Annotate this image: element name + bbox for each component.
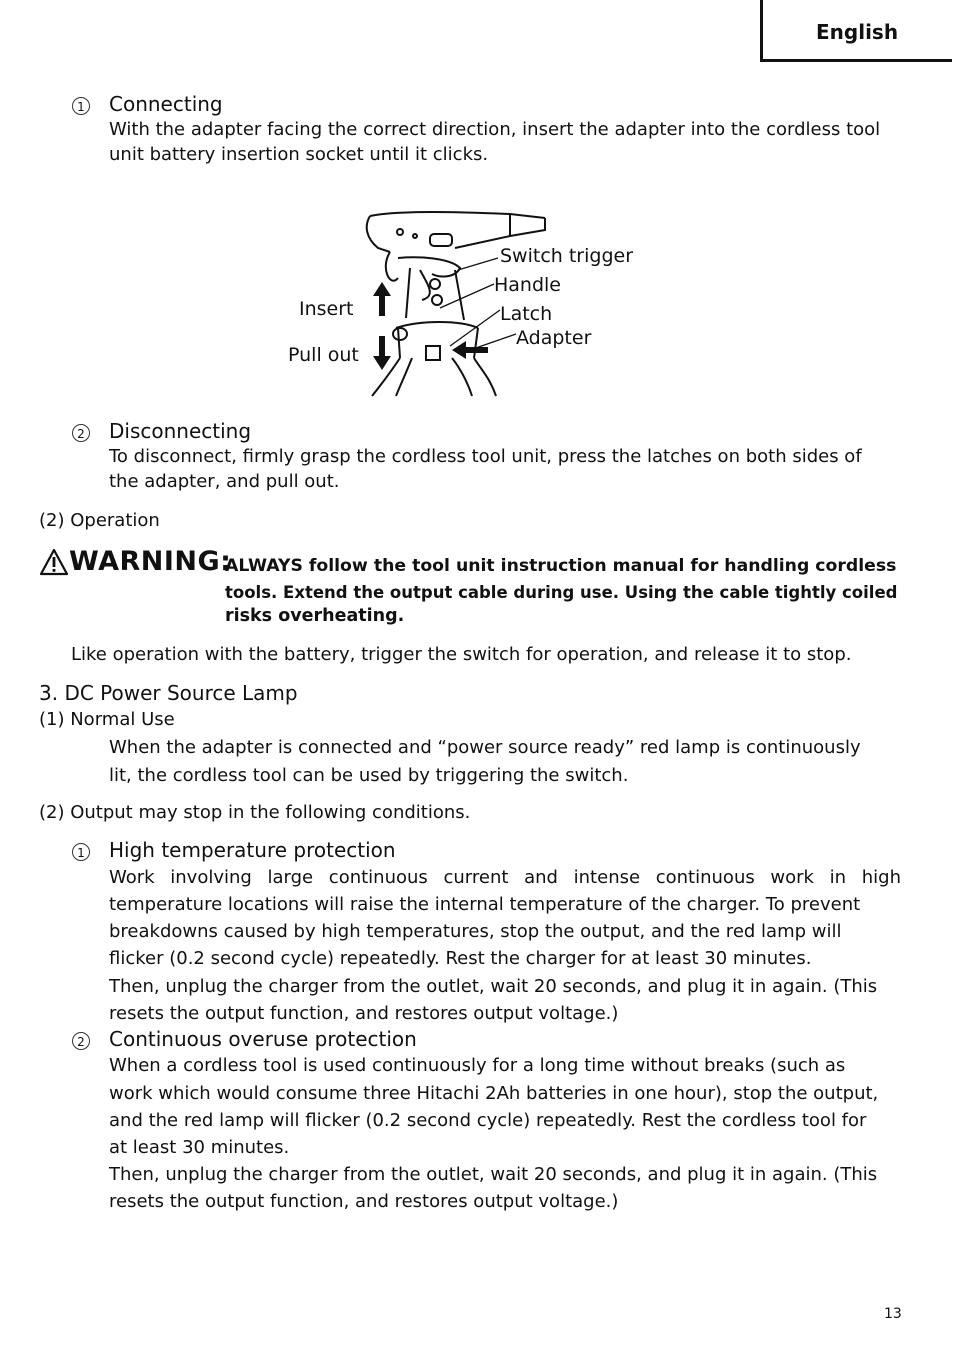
overuse-title: Continuous overuse protection: [109, 1027, 417, 1051]
disconnecting-text-2: the adapter, and pull out.: [109, 471, 340, 492]
operation-text: Like operation with the battery, trigger the switch for operation, and release it to stop.: [71, 644, 852, 665]
step-marker-1: 1: [72, 97, 90, 115]
operation-heading: (2) Operation: [39, 510, 160, 531]
connecting-text-2: unit battery insertion socket until it clicks.: [109, 144, 489, 165]
high-temp-text-3: breakdowns caused by high temperatures, stop the output, and the red lamp will: [109, 921, 842, 942]
overuse-text-1: When a cordless tool is used continuously for a long time without breaks (such as: [109, 1055, 846, 1076]
label-switch-trigger: Switch trigger: [500, 245, 634, 267]
dc-lamp-title: 3. DC Power Source Lamp: [39, 681, 298, 705]
label-handle: Handle: [494, 274, 562, 296]
label-adapter: Adapter: [516, 327, 592, 349]
high-temp-text-2: temperature locations will raise the internal temperature of the charger. To prevent: [109, 894, 861, 915]
step-marker-1b: 1: [72, 843, 90, 861]
normal-use-heading: (1) Normal Use: [39, 709, 175, 730]
high-temp-text-1: Work involving large continuous current and intense continuous work in high: [109, 867, 901, 888]
warning-text-3: risks overheating.: [225, 606, 405, 626]
warning-triangle-icon: [39, 548, 69, 576]
label-latch: Latch: [500, 303, 553, 325]
label-pull-out: Pull out: [288, 344, 359, 366]
normal-use-text-2: lit, the cordless tool can be used by triggering the switch.: [109, 765, 629, 786]
connecting-text-1: With the adapter facing the correct direction, insert the adapter into the cordless tool: [109, 119, 881, 140]
warning-text-1: ALWAYS follow the tool unit instruction manual for handling cordless: [225, 556, 897, 576]
high-temp-text-6: resets the output function, and restores output voltage.): [109, 1003, 619, 1024]
warning-label: WARNING:: [69, 546, 232, 577]
overuse-text-4: at least 30 minutes.: [109, 1137, 290, 1158]
insert-arrow-icon: [370, 280, 394, 318]
step-marker-2b: 2: [72, 1032, 90, 1050]
overuse-text-6: resets the output function, and restores output voltage.): [109, 1191, 619, 1212]
overuse-text-5: Then, unplug the charger from the outlet, wait 20 seconds, and plug it in again. (This: [109, 1164, 878, 1185]
page-number: 13: [884, 1306, 902, 1322]
normal-use-text-1: When the adapter is connected and “power source ready” red lamp is continuously: [109, 737, 861, 758]
stop-conditions-heading: (2) Output may stop in the following conditions.: [39, 802, 471, 823]
disconnecting-text-1: To disconnect, firmly grasp the cordless tool unit, press the latches on both sides of: [109, 446, 862, 467]
step-marker-2: 2: [72, 424, 90, 442]
label-insert: Insert: [299, 298, 354, 320]
overuse-text-3: and the red lamp will flicker (0.2 second cycle) repeatedly. Rest the cordless tool for: [109, 1110, 867, 1131]
overuse-text-2: work which would consume three Hitachi 2Ah batteries in one hour), stop the output,: [109, 1083, 879, 1104]
disconnecting-title: Disconnecting: [109, 419, 252, 443]
pull-out-arrow-icon: [370, 334, 394, 372]
connecting-title: Connecting: [109, 92, 223, 116]
high-temp-text-4: flicker (0.2 second cycle) repeatedly. Rest the charger for at least 30 minutes.: [109, 948, 812, 969]
high-temp-text-5: Then, unplug the charger from the outlet, wait 20 seconds, and plug it in again. (This: [109, 976, 878, 997]
high-temp-title: High temperature protection: [109, 838, 396, 862]
warning-text-2: tools. Extend the output cable during use. Using the cable tightly coiled: [225, 583, 898, 602]
language-label: English: [816, 20, 899, 44]
